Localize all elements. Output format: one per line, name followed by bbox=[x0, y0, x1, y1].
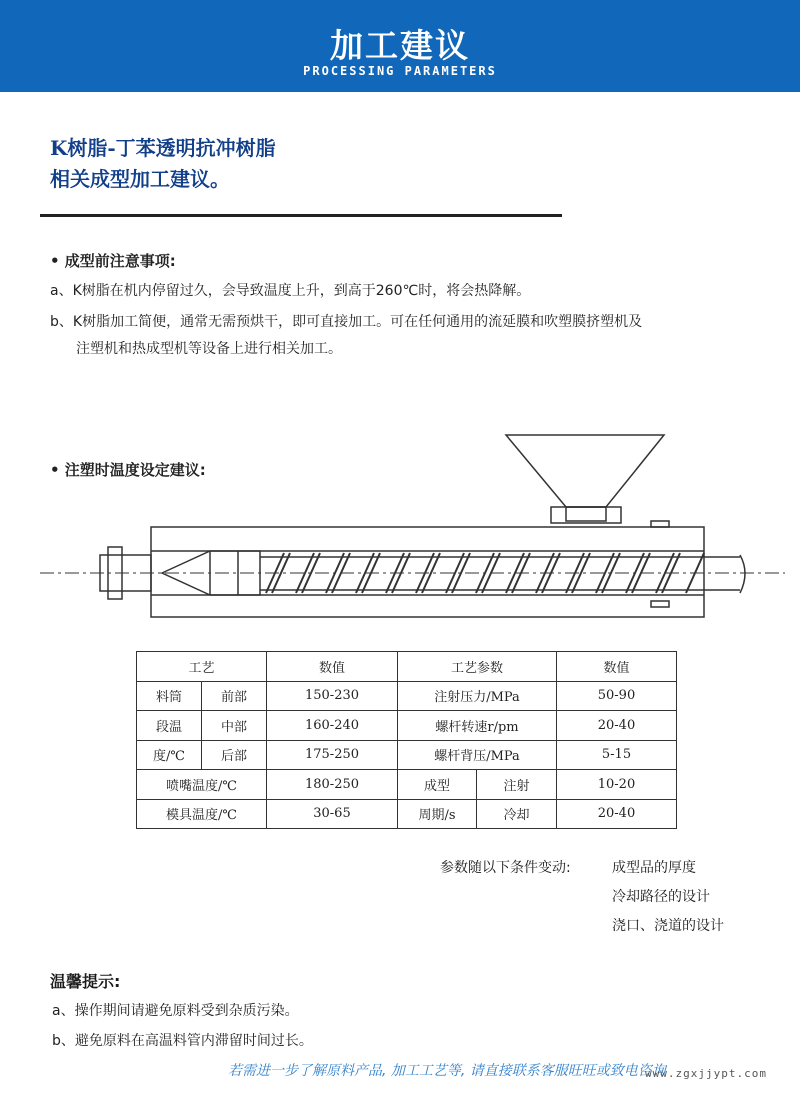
table-cell: 喷嘴温度/℃ bbox=[137, 770, 267, 800]
table-cell: 段温 bbox=[137, 711, 202, 741]
header-subtitle: PROCESSING PARAMETERS bbox=[303, 64, 497, 78]
table-cell: 150-230 bbox=[267, 681, 398, 711]
hopper-neck bbox=[566, 507, 606, 521]
table-cell: 螺杆背压/MPa bbox=[398, 740, 557, 770]
footer-contact-text: 若需进一步了解原料产品, 加工工艺等, 请直接联系客服旺旺或致电咨询 bbox=[228, 1063, 666, 1079]
table-row bbox=[137, 770, 677, 800]
condition-item: 浇口、浇道的设计 bbox=[612, 918, 724, 934]
table-row bbox=[137, 740, 677, 770]
table-cell: 10-20 bbox=[557, 770, 677, 800]
table-cell: 20-40 bbox=[557, 711, 677, 741]
header-title: 加工建议 bbox=[330, 26, 470, 65]
footer-url: www.zgxjjypt.com bbox=[645, 1067, 767, 1080]
table-cell: 160-240 bbox=[267, 711, 398, 741]
table-row bbox=[137, 799, 677, 829]
title-divider bbox=[40, 214, 562, 217]
table-cell: 前部 bbox=[202, 681, 267, 711]
table-cell: 175-250 bbox=[267, 740, 398, 770]
precaution-item-b-cont: 注塑机和热成型机等设备上进行相关加工。 bbox=[76, 341, 342, 357]
table-row bbox=[137, 711, 677, 741]
table-row bbox=[137, 681, 677, 711]
table-cell: 30-65 bbox=[267, 799, 398, 829]
barrel-outer bbox=[151, 527, 704, 617]
main-title bbox=[50, 133, 276, 195]
precautions-title: • 成型前注意事项: bbox=[50, 252, 176, 270]
table-cell: 注射 bbox=[477, 770, 557, 800]
table-header-cell: 数值 bbox=[557, 652, 677, 682]
injection-screw-diagram bbox=[40, 425, 785, 635]
table-header-cell: 数值 bbox=[267, 652, 398, 682]
main-title-line1: K树脂-丁苯透明抗冲树脂 bbox=[50, 136, 276, 160]
tips-title: 温馨提示: bbox=[50, 972, 121, 991]
tip-item-b: b、避免原料在高温料管内滞留时间过长。 bbox=[52, 1033, 313, 1049]
table-cell: 注射压力/MPa bbox=[398, 681, 557, 711]
condition-item: 成型品的厚度 bbox=[612, 860, 696, 876]
table-cell: 180-250 bbox=[267, 770, 398, 800]
table-cell: 周期/s bbox=[398, 799, 477, 829]
processing-params-table bbox=[136, 651, 677, 829]
table-cell: 螺杆转速r/pm bbox=[398, 711, 557, 741]
table-cell: 后部 bbox=[202, 740, 267, 770]
table-cell: 冷却 bbox=[477, 799, 557, 829]
page-header bbox=[0, 0, 800, 92]
table-cell: 20-40 bbox=[557, 799, 677, 829]
table-cell: 成型 bbox=[398, 770, 477, 800]
injection-title: • 注塑时温度设定建议: bbox=[50, 461, 206, 479]
table-cell: 5-15 bbox=[557, 740, 677, 770]
table-cell: 中部 bbox=[202, 711, 267, 741]
precaution-item-a: a、K树脂在机内停留过久，会导致温度上升，到高于260℃时，将会热降解。 bbox=[50, 283, 531, 299]
table-cell: 模具温度/℃ bbox=[137, 799, 267, 829]
main-title-line2: 相关成型加工建议。 bbox=[50, 167, 230, 191]
table-cell: 50-90 bbox=[557, 681, 677, 711]
table-cell: 料筒 bbox=[137, 681, 202, 711]
conditions-label: 参数随以下条件变动: bbox=[440, 860, 571, 876]
table-header-cell: 工艺 bbox=[137, 652, 267, 682]
precaution-item-b: b、K树脂加工简便，通常无需预烘干，即可直接加工。可在任何通用的流延膜和吹塑膜挤塑机及 bbox=[50, 314, 643, 330]
table-cell: 度/℃ bbox=[137, 740, 202, 770]
condition-item: 冷却路径的设计 bbox=[612, 889, 710, 905]
table-row bbox=[137, 652, 677, 682]
tip-item-a: a、操作期间请避免原料受到杂质污染。 bbox=[52, 1003, 299, 1019]
table-header-cell: 工艺参数 bbox=[398, 652, 557, 682]
hopper-shape bbox=[506, 435, 664, 507]
